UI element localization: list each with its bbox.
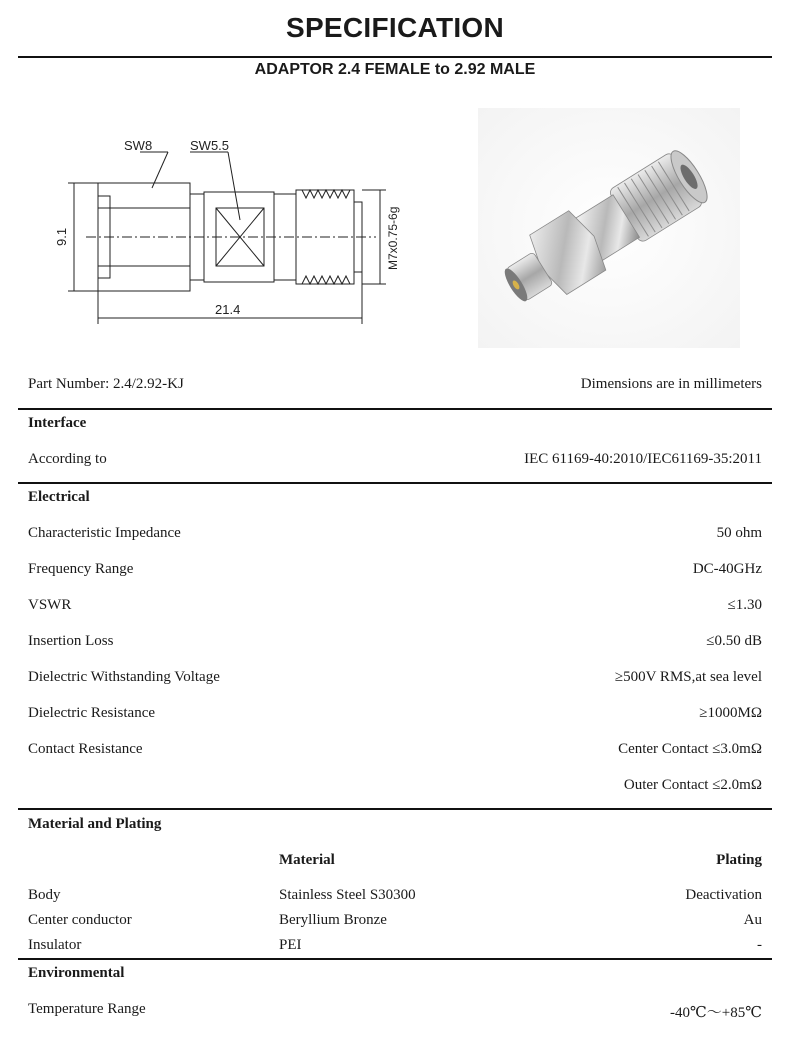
- section-divider: [18, 808, 772, 810]
- table-row-material: PEI: [279, 937, 302, 953]
- material-heading: Material and Plating: [28, 816, 162, 832]
- page-subtitle: ADAPTOR 2.4 FEMALE to 2.92 MALE: [254, 61, 536, 78]
- label-sw55: SW5.5: [190, 138, 230, 153]
- spec-label: Insertion Loss: [28, 633, 114, 649]
- title-divider: [18, 56, 772, 58]
- part-number: Part Number: 2.4/2.92-KJ: [28, 376, 184, 392]
- spec-label: Dielectric Withstanding Voltage: [28, 669, 220, 685]
- label-thread: M7x0.75-6g: [386, 206, 400, 270]
- table-row-material: Stainless Steel S30300: [279, 887, 416, 903]
- temperature-label: Temperature Range: [28, 1001, 146, 1017]
- spec-value: ≥500V RMS,at sea level: [614, 669, 762, 685]
- table-row-plating: -: [757, 937, 762, 953]
- spec-label: Dielectric Resistance: [28, 705, 156, 721]
- spec-label: Contact Resistance: [28, 741, 143, 757]
- page-title: SPECIFICATION: [285, 12, 505, 43]
- spec-value: ≤0.50 dB: [706, 633, 762, 649]
- interface-heading: Interface: [28, 415, 87, 431]
- temperature-value: -40℃～+85℃: [669, 1005, 762, 1021]
- section-divider: [18, 482, 772, 484]
- spec-label: VSWR: [28, 597, 72, 613]
- electrical-heading: Electrical: [28, 489, 90, 505]
- plating-column-header: Plating: [716, 852, 762, 868]
- table-row-part: Center conductor: [28, 912, 132, 928]
- table-row-part: Body: [28, 887, 61, 903]
- spec-value: DC-40GHz: [692, 561, 762, 577]
- product-photo: [478, 108, 740, 348]
- technical-drawing: [40, 128, 420, 328]
- interface-value: IEC 61169-40:2010/IEC61169-35:2011: [524, 451, 762, 467]
- spec-value: Center Contact ≤3.0mΩ: [618, 741, 762, 757]
- label-sw8: SW8: [124, 138, 153, 153]
- material-column-header: Material: [279, 852, 335, 868]
- spec-label: Characteristic Impedance: [28, 525, 181, 541]
- label-length: 21.4: [215, 302, 241, 317]
- table-row-plating: Deactivation: [685, 887, 762, 903]
- dimensions-note: Dimensions are in millimeters: [580, 376, 762, 392]
- spec-value: 50 ohm: [716, 525, 762, 541]
- spec-value: ≥1000MΩ: [699, 705, 762, 721]
- interface-label: According to: [28, 451, 107, 467]
- table-row-material: Beryllium Bronze: [279, 912, 387, 928]
- spec-label: Frequency Range: [28, 561, 134, 577]
- spec-value: ≤1.30: [727, 597, 762, 613]
- table-row-plating: Au: [743, 912, 762, 928]
- spec-value: Outer Contact ≤2.0mΩ: [623, 777, 762, 793]
- section-divider: [18, 958, 772, 960]
- section-divider: [18, 408, 772, 410]
- label-height: 9.1: [54, 227, 69, 246]
- environmental-heading: Environmental: [28, 965, 125, 981]
- table-row-part: Insulator: [28, 937, 82, 953]
